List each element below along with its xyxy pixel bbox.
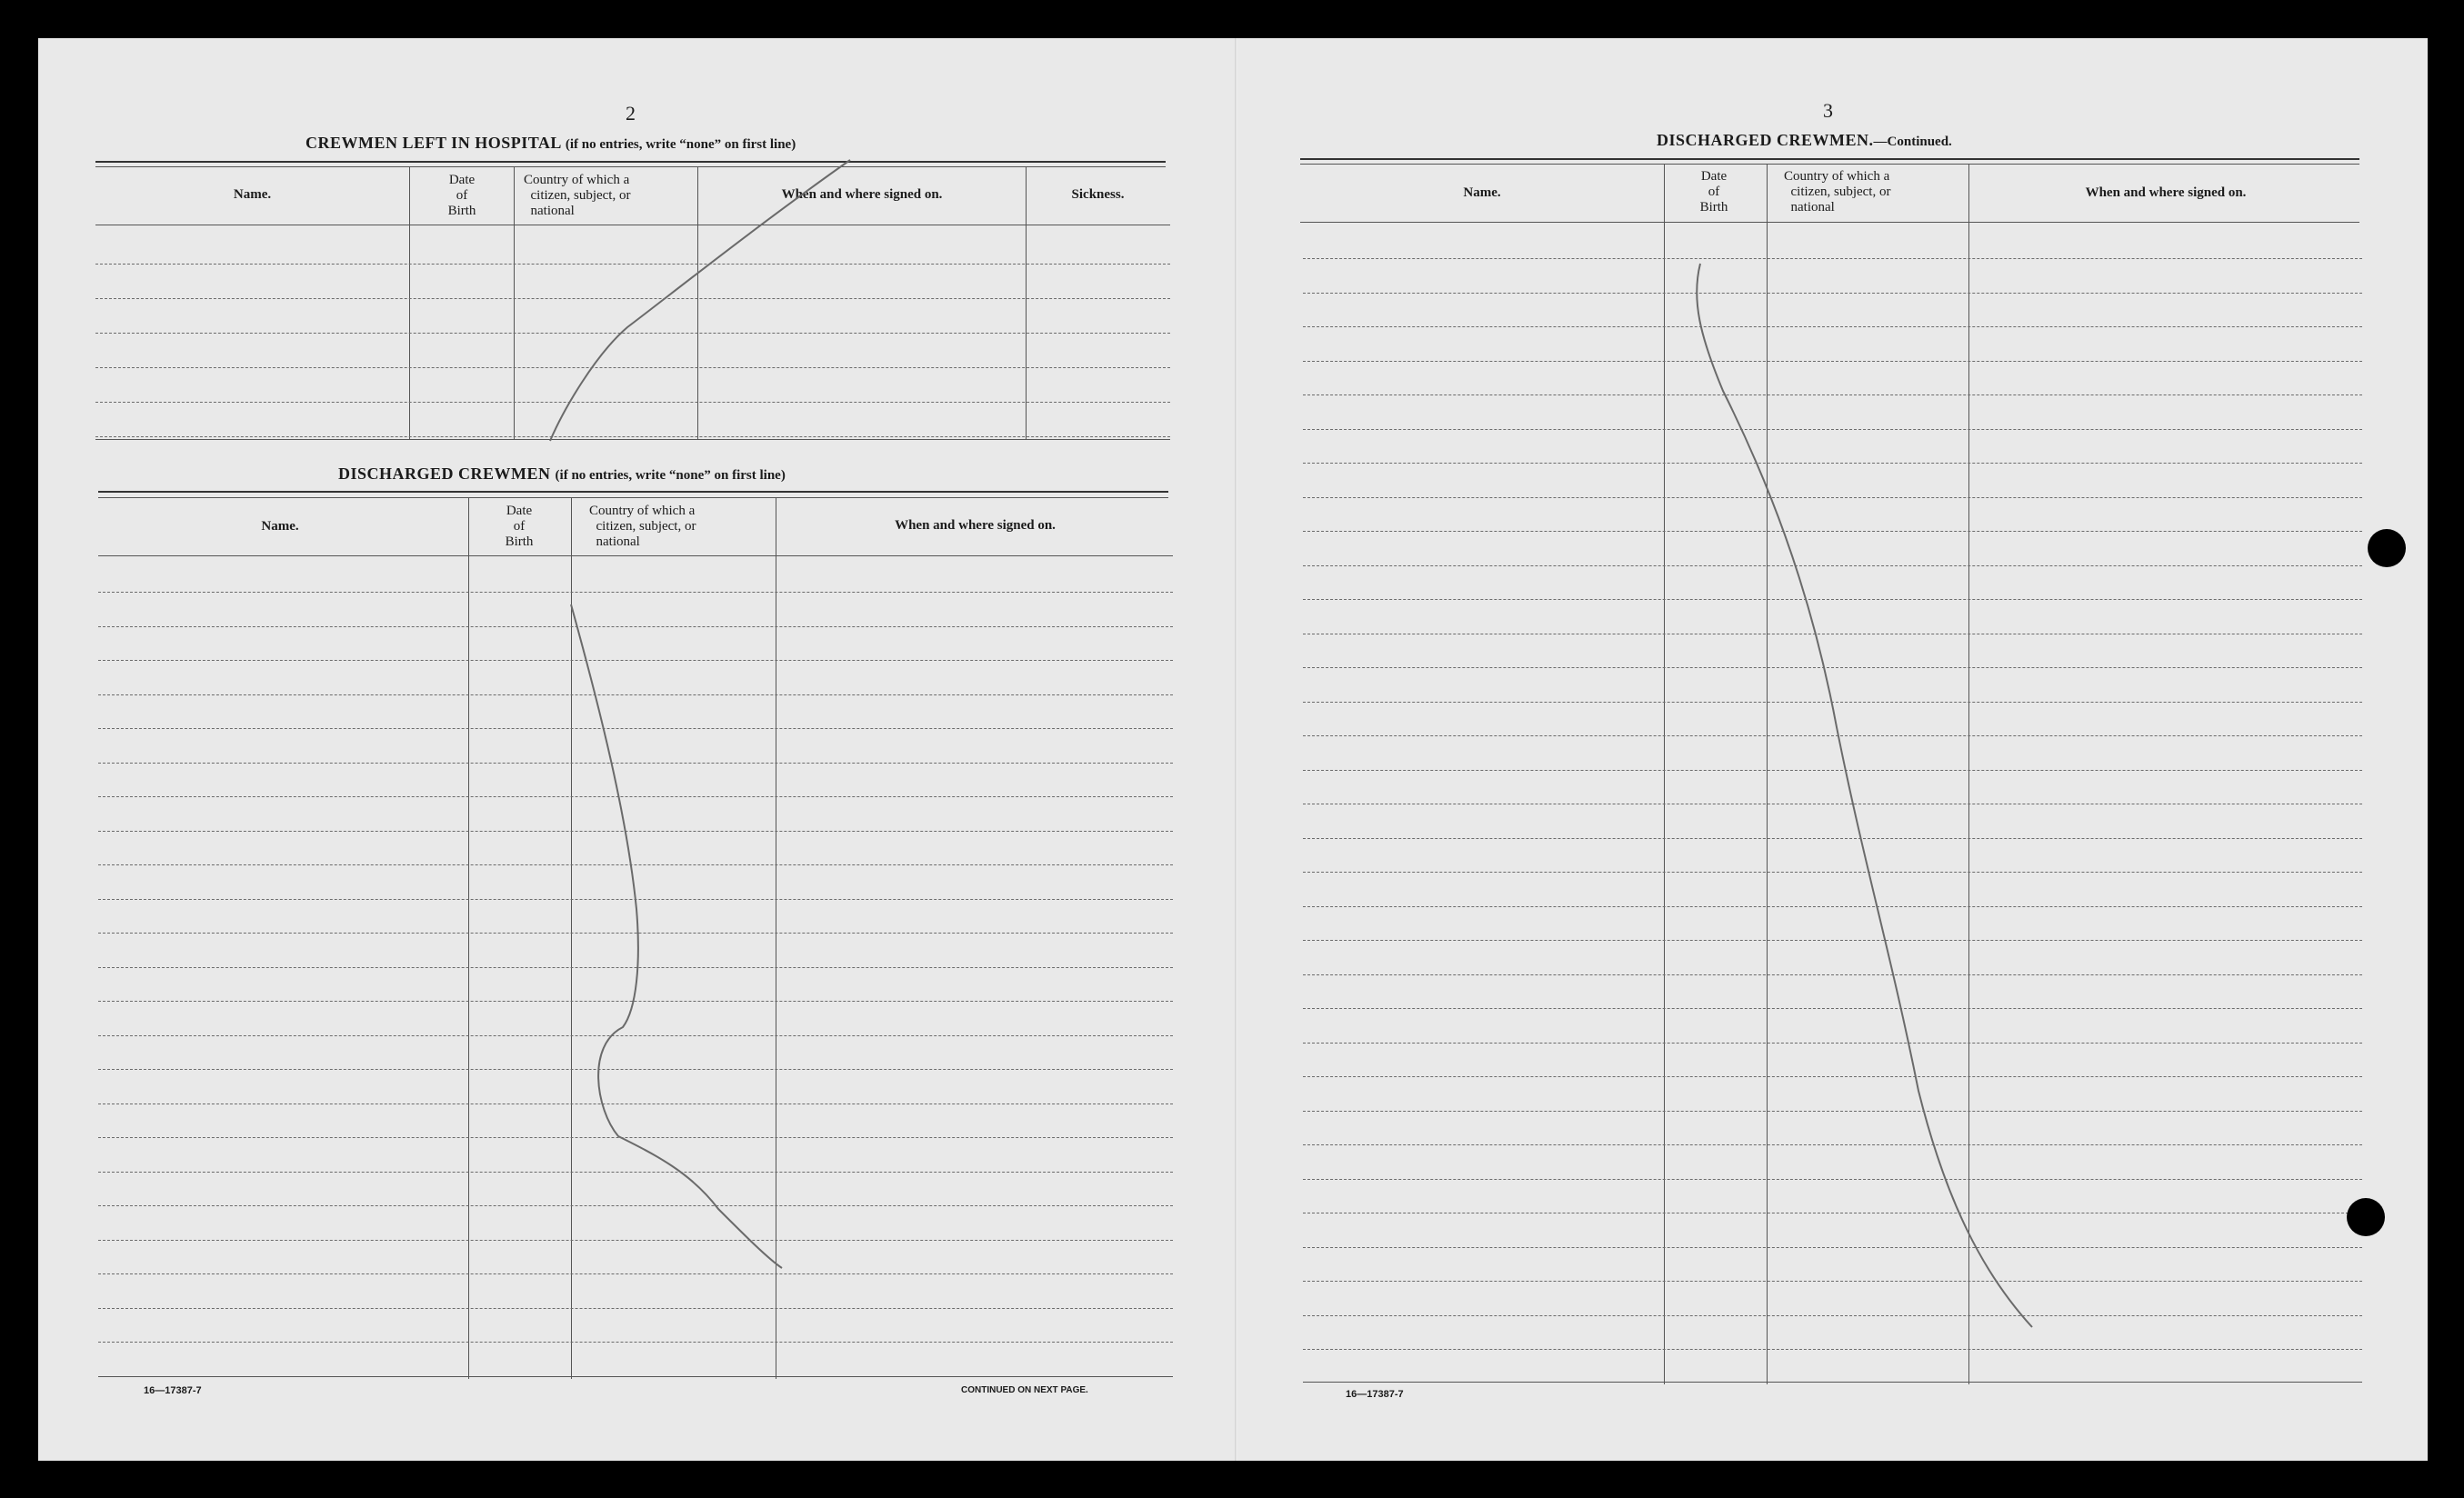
left-form-number: 16—17387-7 [144, 1385, 202, 1396]
discharged-col-dob: Date of Birth [505, 504, 534, 549]
discharged-col-signed-on: When and where signed on. [895, 518, 1056, 533]
right-col-signed-on: When and where signed on. [2085, 185, 2247, 200]
discharged-strike-line [571, 604, 782, 1268]
continued-title-text: DISCHARGED CREWMEN. [1657, 131, 1874, 149]
right-form-number: 16—17387-7 [1346, 1389, 1404, 1400]
right-page-number: 3 [1823, 99, 1833, 122]
discharged-title-text: DISCHARGED CREWMEN [338, 464, 551, 483]
discharged-col-country: Country of which a citizen, subject, or national [589, 504, 696, 549]
hospital-col-sickness: Sickness. [1071, 187, 1125, 202]
right-col-name: Name. [1463, 185, 1501, 200]
hospital-col-signed-on: When and where signed on. [781, 187, 943, 202]
hospital-title-text: CREWMEN LEFT IN HOSPITAL [305, 134, 561, 152]
hospital-col-name: Name. [233, 187, 272, 202]
continued-note: CONTINUED ON NEXT PAGE. [961, 1385, 1088, 1395]
right-col-dob: Date of Birth [1699, 169, 1728, 215]
left-page-number: 2 [626, 102, 636, 125]
hospital-strike-line [550, 160, 850, 441]
hospital-col-dob: Date of Birth [447, 173, 476, 218]
discharged-title-note: (if no entries, write “none” on first line) [555, 468, 786, 483]
continued-title-note: —Continued. [1873, 135, 1952, 149]
hospital-col-country: Country of which a citizen, subject, or national [524, 173, 631, 218]
hospital-title-note: (if no entries, write “none” on first line) [565, 137, 796, 152]
continued-strike-line [1697, 264, 2032, 1327]
right-col-country: Country of which a citizen, subject, or national [1784, 169, 1891, 215]
discharged-col-name: Name. [261, 519, 299, 534]
